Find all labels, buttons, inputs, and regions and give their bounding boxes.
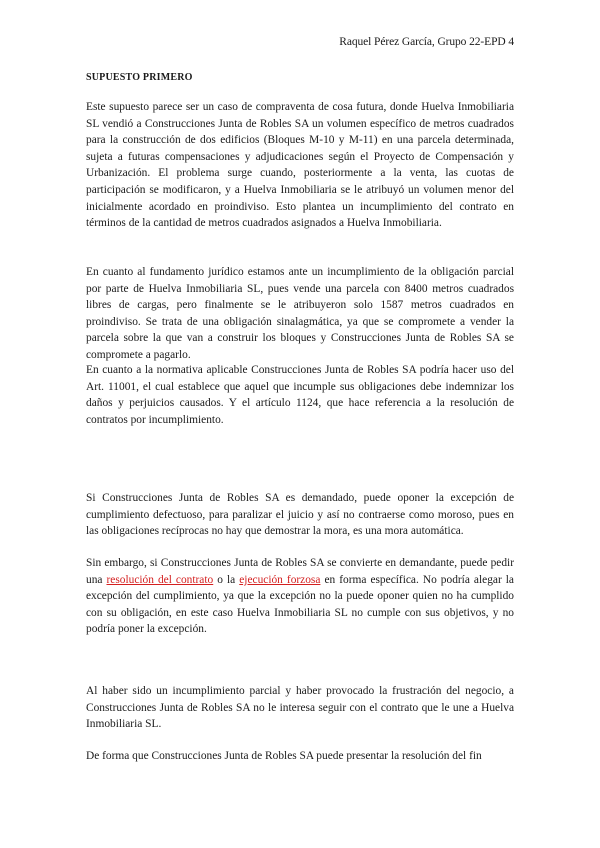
paragraph-5 xyxy=(86,555,514,638)
paragraph-5-text-c: en forma específica. No podría alegar la excepción del cumplimiento, ya que la excepción no la puede oponer quien no ha cumplido con su obligación, en este caso Huelva Inmobiliaria SL no cumple con sus objetivos, y no podría poner la excepción. xyxy=(86,573,514,636)
section-title: SUPUESTO PRIMERO xyxy=(86,72,193,83)
paragraph-1: Este supuesto parece ser un caso de compraventa de cosa futura, donde Huelva Inmobiliaria SL vendió a Construcciones Junta de Robles SA un volumen específico de metros cuadrados para la construcción de dos edificios (Bloques M-10 y M-11) en una parcela determinada, sujeta a futuras compensaciones y adjudicaciones según el Proyecto de Compensación y Urbanización. El problema surge cuando, posteriormente a la venta, las cuotas de participación se modificaron, y a Huelva Inmobiliaria se le atribuyó un volumen menor del inicialmente acordado en proindiviso. Esto plantea un incumplimiento del contrato en términos de la cantidad de metros cuadrados asignados a Huelva Inmobiliaria. xyxy=(86,101,514,230)
paragraph-6: Al haber sido un incumplimiento parcial y haber provocado la frustración del negocio, a Construcciones Junta de Robles SA no le interesa seguir con el contrato que le une a Huelva Inmobiliaria SL. xyxy=(86,685,514,731)
link-ejecucion-forzosa[interactable]: ejecución forzosa xyxy=(239,573,321,586)
paragraph-2: En cuanto al fundamento jurídico estamos ante un incumplimiento de la obligación parcial por parte de Huelva Inmobiliaria SL, pues vende una parcela con 8400 metros cuadrados libres de cargas, pero finalmente se le atribuyeron solo 1587 metros cuadrados en proindiviso. Se trata de una obligación sinalagmática, ya que se compromete a vender la parcela sobre la que van a construir los bloques y Construcciones Junta de Robles SA se compromete a pagarlo. xyxy=(86,266,514,361)
paragraph-4: Si Construcciones Junta de Robles SA es demandado, puede oponer la excepción de cumplimiento defectuoso, para paralizar el juicio y así no contraerse como moroso, pues en las obligaciones recíprocas no hay que demostrar la mora, es una mora automática. xyxy=(86,492,514,538)
link-resolucion-contrato[interactable]: resolución del contrato xyxy=(106,573,214,586)
paragraph-7: De forma que Construcciones Junta de Robles SA puede presentar la resolución del fin xyxy=(86,750,482,762)
paragraph-5-text-a: Sin embargo, si Construcciones Junta de Robles SA se convierte en demandante, puede pedir una xyxy=(86,557,514,586)
paragraph-3: En cuanto a la normativa aplicable Construcciones Junta de Robles SA podría hacer uso del Art. 11001, el cual establece que aquel que incumple sus obligaciones debe indemnizar los daños y perjuicios causados. Y el artículo 1124, que hace referencia a la resolución de contratos por incumplimiento. xyxy=(86,364,514,426)
paragraph-5-text-b: o la xyxy=(213,573,240,586)
page-header: Raquel Pérez García, Grupo 22-EPD 4 xyxy=(339,36,514,48)
